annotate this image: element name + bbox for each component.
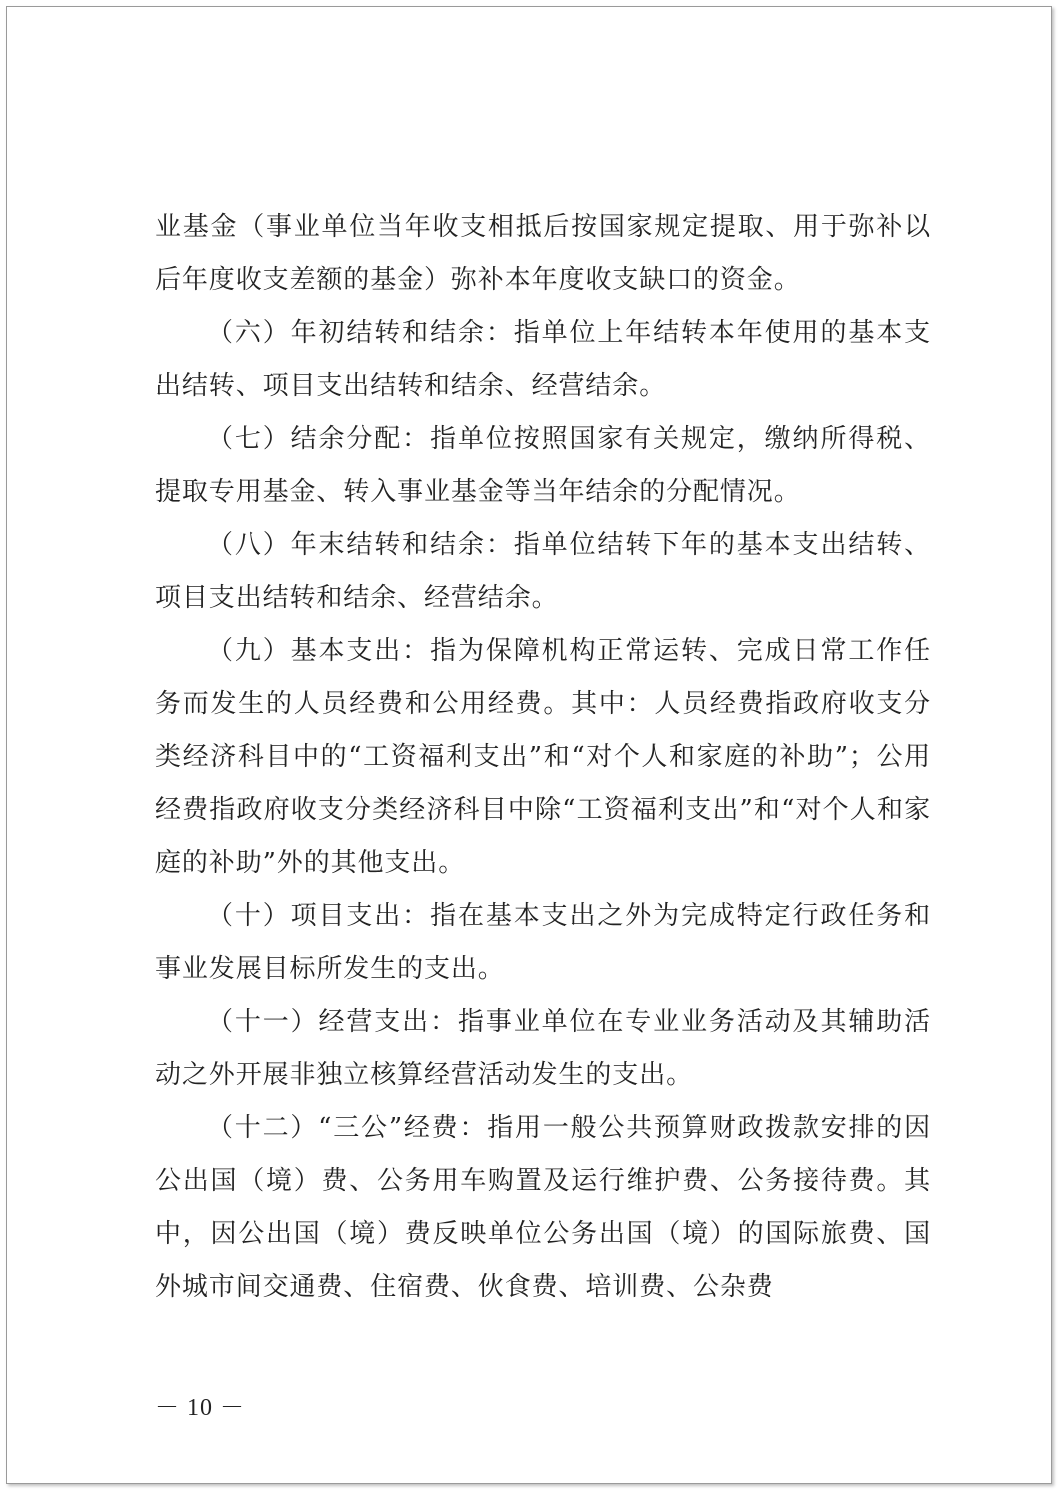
paragraph-item-8: （八）年末结转和结余：指单位结转下年的基本支出结转、项目支出结转和结余、经营结余。 <box>155 530 931 613</box>
paragraph-item-10: （十）项目支出：指在基本支出之外为完成特定行政任务和事业发展目标所发生的支出。 <box>155 901 931 984</box>
document-page <box>6 6 1052 1484</box>
paragraph-item-12: （十二）“三公”经费：指用一般公共预算财政拨款安排的因公出国（境）费、公务用车购置及运行维护费、公务接待费。其中，因公出国（境）费反映单位公务出国（境）的国际旅费、国外城市间交通费、住宿费、伙食费、培训费、公杂费 <box>155 1113 931 1302</box>
paragraph-item-7: （七）结余分配：指单位按照国家有关规定，缴纳所得税、提取专用基金、转入事业基金等当年结余的分配情况。 <box>155 424 931 507</box>
paragraph-item-9: （九）基本支出：指为保障机构正常运转、完成日常工作任务而发生的人员经费和公用经费。其中：人员经费指政府收支分类经济科目中的“工资福利支出”和“对个人和家庭的补助”；公用经费指政府收支分类经济科目中除“工资福利支出”和“对个人和家庭的补助”外的其他支出。 <box>155 636 931 878</box>
paragraph-item-11: （十一）经营支出：指事业单位在专业业务活动及其辅助活动之外开展非独立核算经营活动发生的支出。 <box>155 1007 931 1090</box>
document-body <box>155 201 931 1314</box>
page-number: － 10 － <box>155 1395 245 1421</box>
paragraph-continuation: 业基金（事业单位当年收支相抵后按国家规定提取、用于弥补以后年度收支差额的基金）弥补本年度收支缺口的资金。 <box>155 212 931 295</box>
paragraph-item-6: （六）年初结转和结余：指单位上年结转本年使用的基本支出结转、项目支出结转和结余、经营结余。 <box>155 318 931 401</box>
